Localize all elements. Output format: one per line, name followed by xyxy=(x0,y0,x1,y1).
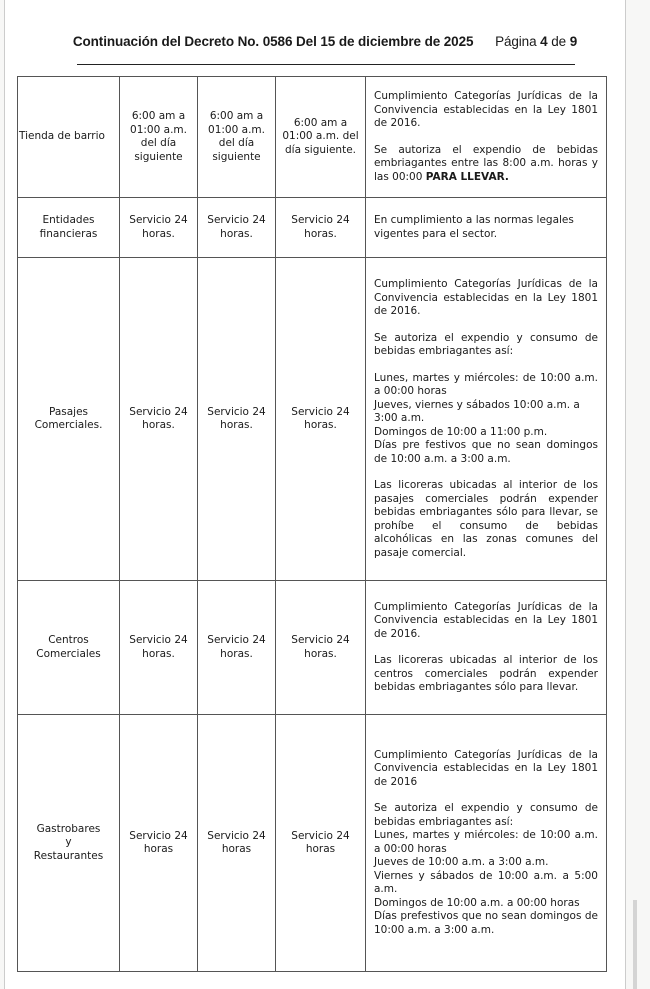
schedule-cell: Servicio 24 horas. xyxy=(120,198,198,258)
paragraph: Cumplimiento Categorías Jurídicas de la Convivencia establecidas en la Ley 1801 de 2016. xyxy=(374,600,598,640)
schedule-cell: Servicio 24 horas. xyxy=(276,198,366,258)
schedule-cell: Servicio 24 horas xyxy=(120,715,198,972)
schedule-cell: Servicio 24 horas. xyxy=(120,258,198,581)
paragraph: Las licoreras ubicadas al interior de los centros comerciales podrán expender bebidas embriagantes sólo para llevar. xyxy=(374,654,598,693)
paragraph: Las licoreras ubicadas al interior de los pasajes comerciales podrán expender bebidas embriagantes sólo para llevar, se prohíbe el consumo de bebidas alcohólicas en las zonas comunes del pasaje comercial. xyxy=(374,479,598,559)
schedule-cell: Servicio 24 horas. xyxy=(198,258,276,581)
establishment-cell: Gastrobares y Restaurantes xyxy=(18,715,120,972)
table-row xyxy=(18,258,607,581)
observations-cell xyxy=(366,77,607,198)
schedule-cell: Servicio 24 horas. xyxy=(198,581,276,715)
paragraph: Cumplimiento Categorías Jurídicas de la Convivencia establecidas en la Ley 1801 de 2016. xyxy=(374,278,598,317)
schedule-cell: Servicio 24 horas. xyxy=(276,581,366,715)
schedule-cell: Servicio 24 horas. xyxy=(120,581,198,715)
observations-cell xyxy=(366,258,607,581)
paragraph: Cumplimiento Categorías Jurídicas de la Convivencia establecidas en la Ley 1801 de 2016. xyxy=(374,90,598,129)
paragraph: Cumplimiento Categorías Jurídicas de la Convivencia establecidas en la Ley 1801 de 2016 xyxy=(374,748,598,788)
observations-cell xyxy=(366,715,607,972)
schedule-line: Domingos de 10:00 a 11:00 p.m. xyxy=(374,425,548,438)
schedule-line: Jueves de 10:00 a.m. a 3:00 a.m. xyxy=(374,856,549,869)
observations-cell xyxy=(366,198,607,258)
table-row xyxy=(18,715,607,972)
schedule-line: Días pre festivos que no sean domingos de 10:00 a.m. a 3:00 a.m. xyxy=(374,439,598,465)
schedule-line: Días prefestivos que no sean domingos de 10:00 a.m. a 3:00 a.m. xyxy=(374,910,598,936)
establishment-cell: Entidades financieras xyxy=(18,198,120,258)
decree-title: Continuación del Decreto No. 0586 Del 15 de diciembre de 2025 xyxy=(72,34,474,49)
schedule-cell: 6:00 am a 01:00 a.m. del día siguiente xyxy=(120,77,198,198)
schedule-cell: Servicio 24 horas xyxy=(198,715,276,972)
schedule-line: Viernes y sábados de 10:00 a.m. a 5:00 a.m. xyxy=(374,869,598,896)
establishment-cell: Tienda de barrio xyxy=(18,77,120,198)
schedule-cell: 6:00 am a 01:00 a.m. del día siguiente. xyxy=(276,77,366,198)
paragraph: En cumplimiento a las normas legales vigentes para el sector. xyxy=(374,214,574,240)
table-row xyxy=(18,77,607,198)
bold-text: PARA LLEVAR. xyxy=(425,170,509,183)
header-rule xyxy=(77,64,575,65)
scrollbar[interactable] xyxy=(633,900,637,989)
paragraph: Se autoriza el expendio y consumo de bebidas embriagantes así: xyxy=(374,802,598,828)
page-header xyxy=(0,34,650,49)
schedule-cell: Servicio 24 horas. xyxy=(198,198,276,258)
establishment-cell: Pasajes Comerciales. xyxy=(18,258,120,581)
paragraph: Se autoriza el expendio y consumo de bebidas embriagantes así: xyxy=(374,331,598,357)
schedule-cell: 6:00 am a 01:00 a.m. del día siguiente xyxy=(198,77,276,198)
schedule-table xyxy=(17,76,607,972)
page-indicator: Página 4 de 9 xyxy=(495,34,578,49)
schedule-cell: Servicio 24 horas xyxy=(276,715,366,972)
paragraph: Se autoriza el expendio de bebidas embriagantes entre las 8:00 a.m. horas y las 00:00 PARA LLEVAR. xyxy=(374,143,598,183)
establishment-cell: Centros Comerciales xyxy=(18,581,120,715)
schedule-cell: Servicio 24 horas. xyxy=(276,258,366,581)
table-row xyxy=(18,581,607,715)
schedule-line: Jueves, viernes y sábados 10:00 a.m. a 3:00 a.m. xyxy=(374,398,580,424)
schedule-line: Domingos de 10:00 a.m. a 00:00 horas xyxy=(374,896,580,909)
table-row xyxy=(18,198,607,258)
schedule-line: Lunes, martes y miércoles: de 10:00 a.m. a 00:00 horas xyxy=(374,371,598,397)
schedule-line: Lunes, martes y miércoles: de 10:00 a.m. a 00:00 horas xyxy=(374,829,598,855)
observations-cell xyxy=(366,581,607,715)
